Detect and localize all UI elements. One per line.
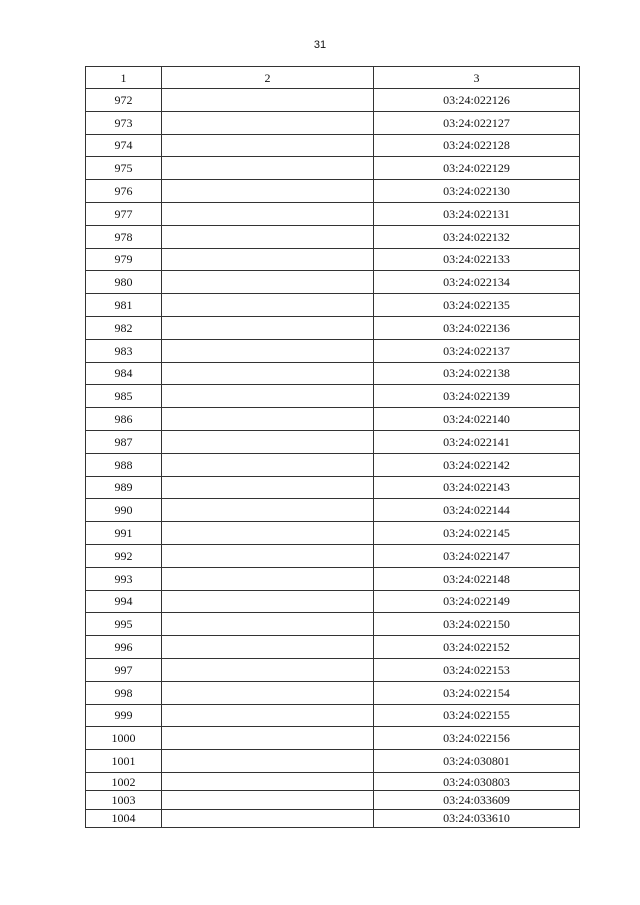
cadastral-code-cell: 03:24:030803 [374, 772, 580, 790]
table-row [86, 157, 580, 180]
table-row [86, 681, 580, 704]
description-cell [162, 613, 374, 636]
description-cell [162, 681, 374, 704]
table-row [86, 271, 580, 294]
row-number-cell: 987 [86, 430, 162, 453]
table-row [86, 248, 580, 271]
row-number-cell: 1000 [86, 727, 162, 750]
cadastral-code-cell: 03:24:022135 [374, 294, 580, 317]
table-row [86, 791, 580, 809]
cadastral-code-cell: 03:24:022138 [374, 362, 580, 385]
description-cell [162, 89, 374, 112]
row-number-cell: 995 [86, 613, 162, 636]
row-number-cell: 998 [86, 681, 162, 704]
row-number-cell: 976 [86, 180, 162, 203]
description-cell [162, 430, 374, 453]
description-cell [162, 791, 374, 809]
table-row [86, 499, 580, 522]
table-row [86, 111, 580, 134]
cadastral-code-cell: 03:24:033610 [374, 809, 580, 827]
cadastral-code-cell: 03:24:022148 [374, 567, 580, 590]
cadastral-code-cell: 03:24:022143 [374, 476, 580, 499]
row-number-cell: 997 [86, 658, 162, 681]
cadastral-code-cell: 03:24:022154 [374, 681, 580, 704]
cadastral-code-cell: 03:24:022130 [374, 180, 580, 203]
row-number-cell: 983 [86, 339, 162, 362]
table-row [86, 658, 580, 681]
column-header-3: 3 [374, 67, 580, 89]
row-number-cell: 996 [86, 636, 162, 659]
cadastral-code-cell: 03:24:022147 [374, 544, 580, 567]
cadastral-code-cell: 03:24:022126 [374, 89, 580, 112]
description-cell [162, 453, 374, 476]
table-row [86, 89, 580, 112]
description-cell [162, 180, 374, 203]
row-number-cell: 1004 [86, 809, 162, 827]
table-row [86, 225, 580, 248]
description-cell [162, 362, 374, 385]
table-row [86, 339, 580, 362]
cadastral-code-cell: 03:24:022128 [374, 134, 580, 157]
description-cell [162, 522, 374, 545]
page-number: 31 [313, 39, 327, 51]
table-row [86, 809, 580, 827]
row-number-cell: 989 [86, 476, 162, 499]
description-cell [162, 408, 374, 431]
row-number-cell: 984 [86, 362, 162, 385]
row-number-cell: 986 [86, 408, 162, 431]
table-row [86, 750, 580, 773]
description-cell [162, 385, 374, 408]
description-cell [162, 248, 374, 271]
row-number-cell: 993 [86, 567, 162, 590]
description-cell [162, 658, 374, 681]
cadastral-code-cell: 03:24:022150 [374, 613, 580, 636]
cadastral-code-cell: 03:24:022132 [374, 225, 580, 248]
description-cell [162, 271, 374, 294]
description-cell [162, 225, 374, 248]
row-number-cell: 975 [86, 157, 162, 180]
row-number-cell: 982 [86, 316, 162, 339]
table-row [86, 180, 580, 203]
row-number-cell: 974 [86, 134, 162, 157]
description-cell [162, 111, 374, 134]
row-number-cell: 999 [86, 704, 162, 727]
cadastral-code-cell: 03:24:022149 [374, 590, 580, 613]
description-cell [162, 567, 374, 590]
description-cell [162, 499, 374, 522]
table-row [86, 590, 580, 613]
cadastral-code-cell: 03:24:022137 [374, 339, 580, 362]
row-number-cell: 985 [86, 385, 162, 408]
cadastral-code-cell: 03:24:022140 [374, 408, 580, 431]
cadastral-code-cell: 03:24:022145 [374, 522, 580, 545]
description-cell [162, 727, 374, 750]
description-cell [162, 809, 374, 827]
row-number-cell: 991 [86, 522, 162, 545]
description-cell [162, 772, 374, 790]
row-number-cell: 1001 [86, 750, 162, 773]
row-number-cell: 977 [86, 202, 162, 225]
table-row [86, 544, 580, 567]
table-row [86, 476, 580, 499]
table-row [86, 772, 580, 790]
column-header-2: 2 [162, 67, 374, 89]
description-cell [162, 636, 374, 659]
row-number-cell: 992 [86, 544, 162, 567]
table-row [86, 294, 580, 317]
description-cell [162, 750, 374, 773]
row-number-cell: 980 [86, 271, 162, 294]
description-cell [162, 704, 374, 727]
table-row [86, 613, 580, 636]
cadastral-code-cell: 03:24:022129 [374, 157, 580, 180]
table-row [86, 362, 580, 385]
cadastral-code-cell: 03:24:022136 [374, 316, 580, 339]
row-number-cell: 1002 [86, 772, 162, 790]
table-row [86, 202, 580, 225]
cadastral-code-cell: 03:24:022127 [374, 111, 580, 134]
row-number-cell: 990 [86, 499, 162, 522]
cadastral-code-cell: 03:24:022131 [374, 202, 580, 225]
description-cell [162, 134, 374, 157]
row-number-cell: 994 [86, 590, 162, 613]
row-number-cell: 1003 [86, 791, 162, 809]
registry-table [85, 66, 580, 828]
table-header-row [86, 67, 580, 89]
table-row [86, 430, 580, 453]
row-number-cell: 981 [86, 294, 162, 317]
description-cell [162, 339, 374, 362]
table-row [86, 636, 580, 659]
description-cell [162, 476, 374, 499]
table-row [86, 704, 580, 727]
table-row [86, 453, 580, 476]
cadastral-code-cell: 03:24:033609 [374, 791, 580, 809]
cadastral-code-cell: 03:24:022142 [374, 453, 580, 476]
column-header-1: 1 [86, 67, 162, 89]
description-cell [162, 544, 374, 567]
cadastral-code-cell: 03:24:022133 [374, 248, 580, 271]
cadastral-code-cell: 03:24:022139 [374, 385, 580, 408]
description-cell [162, 316, 374, 339]
table-body [86, 89, 580, 828]
cadastral-code-cell: 03:24:022153 [374, 658, 580, 681]
cadastral-code-cell: 03:24:022152 [374, 636, 580, 659]
table-row [86, 316, 580, 339]
cadastral-code-cell: 03:24:022144 [374, 499, 580, 522]
table-row [86, 727, 580, 750]
table-row [86, 134, 580, 157]
table-row [86, 567, 580, 590]
row-number-cell: 978 [86, 225, 162, 248]
cadastral-code-cell: 03:24:022155 [374, 704, 580, 727]
cadastral-code-cell: 03:24:022141 [374, 430, 580, 453]
table-row [86, 408, 580, 431]
cadastral-code-cell: 03:24:022134 [374, 271, 580, 294]
description-cell [162, 590, 374, 613]
cadastral-code-cell: 03:24:030801 [374, 750, 580, 773]
description-cell [162, 157, 374, 180]
row-number-cell: 979 [86, 248, 162, 271]
row-number-cell: 972 [86, 89, 162, 112]
cadastral-code-cell: 03:24:022156 [374, 727, 580, 750]
row-number-cell: 973 [86, 111, 162, 134]
row-number-cell: 988 [86, 453, 162, 476]
description-cell [162, 202, 374, 225]
table-row [86, 522, 580, 545]
description-cell [162, 294, 374, 317]
table-row [86, 385, 580, 408]
